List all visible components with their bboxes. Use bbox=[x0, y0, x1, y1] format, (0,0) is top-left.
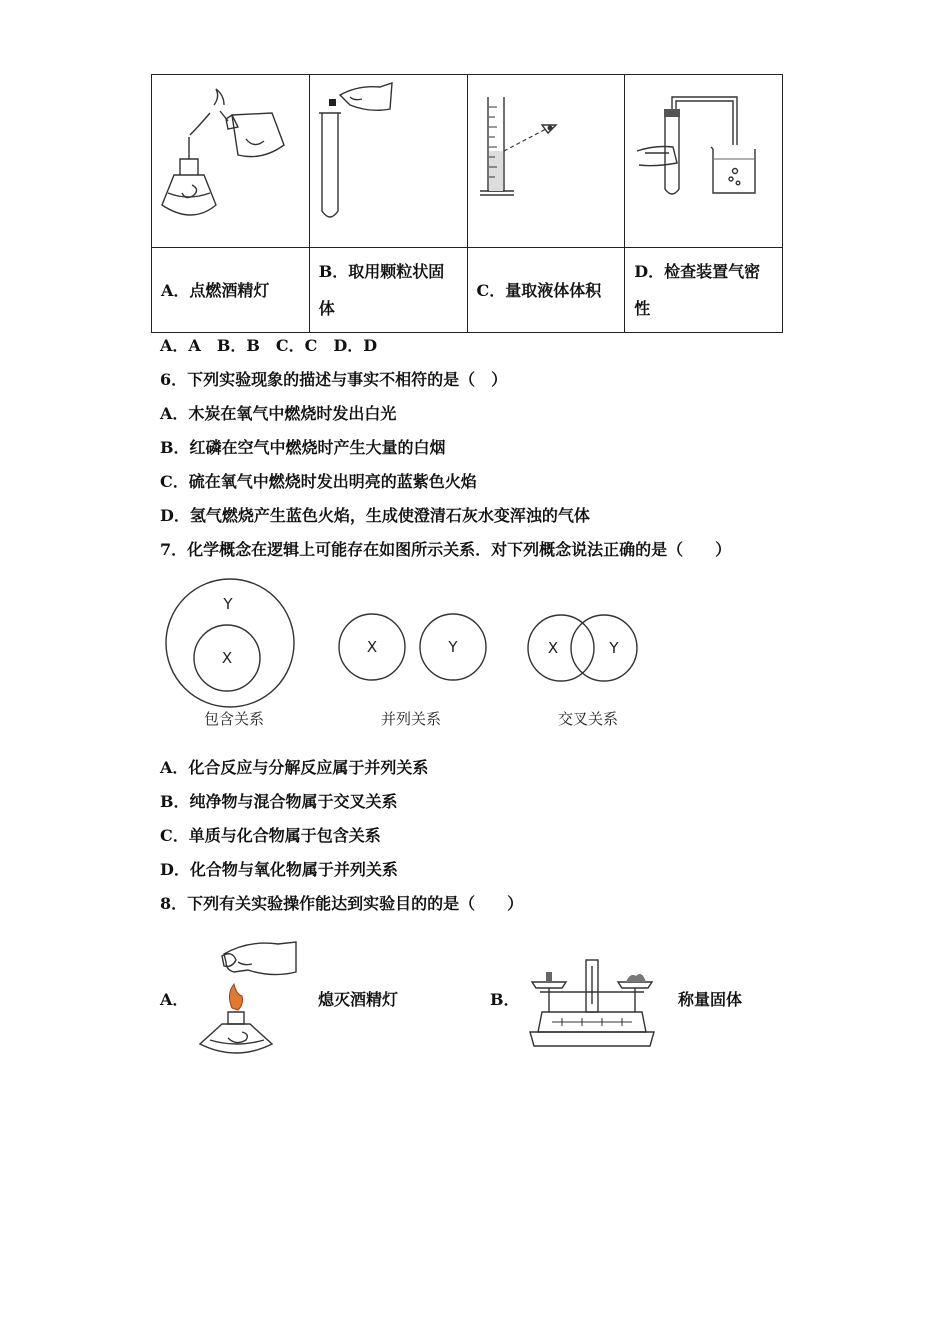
q5-options-table bbox=[151, 74, 783, 333]
q8-stem: 8．下列有关实验操作能达到实验目的的是（ ） bbox=[160, 894, 524, 913]
q5-option-d-label: D．检查装置气密 性 bbox=[625, 248, 783, 333]
adding-granular-solid-illustration bbox=[310, 75, 467, 247]
intersection-caption: 交叉关系 bbox=[557, 710, 619, 728]
q5-option-c-image-cell bbox=[467, 75, 625, 248]
inclusion-inner-label: X bbox=[221, 649, 233, 667]
intersection-right-label: Y bbox=[609, 639, 619, 657]
q5-answer-choices: A．A B．B C．C D．D bbox=[160, 336, 378, 355]
q7-stem: 7．化学概念在逻辑上可能存在如图所示关系．对下列概念说法正确的是（ ） bbox=[160, 540, 732, 559]
lighting-alcohol-lamp-illustration bbox=[152, 75, 309, 247]
inclusion-outer-label: Y bbox=[223, 595, 233, 613]
intersection-diagram bbox=[528, 615, 637, 728]
q7-option-a: A．化合反应与分解反应属于并列关系 bbox=[160, 758, 429, 777]
q8-option-a-caption: 熄灭酒精灯 bbox=[318, 990, 399, 1009]
parallel-left-label: X bbox=[366, 638, 378, 656]
measuring-liquid-volume-illustration bbox=[468, 75, 625, 247]
q5-option-d-image-cell bbox=[625, 75, 783, 248]
q6-option-b: B．红磷在空气中燃烧时产生大量的白烟 bbox=[160, 438, 446, 457]
q6-stem: 6．下列实验现象的描述与事实不相符的是（ ） bbox=[160, 370, 508, 389]
weighing-balance-illustration bbox=[522, 952, 662, 1052]
q7-option-d: D．化合物与氧化物属于并列关系 bbox=[160, 860, 398, 879]
parallel-diagram bbox=[339, 614, 486, 728]
q7-option-b: B．纯净物与混合物属于交叉关系 bbox=[160, 792, 398, 811]
inclusion-diagram bbox=[166, 579, 294, 728]
intersection-left-label: X bbox=[547, 639, 559, 657]
q5-option-b-label: B．取用颗粒状固 体 bbox=[309, 248, 467, 333]
inclusion-caption: 包含关系 bbox=[203, 710, 265, 728]
q7-option-c: C．单质与化合物属于包含关系 bbox=[160, 826, 381, 845]
q6-option-d: D．氢气燃烧产生蓝色火焰，生成使澄清石灰水变浑浊的气体 bbox=[160, 506, 590, 525]
parallel-right-label: Y bbox=[448, 638, 458, 656]
q5-option-b-image-cell bbox=[309, 75, 467, 248]
q8-option-b-caption: 称量固体 bbox=[678, 990, 743, 1009]
q6-option-c: C．硫在氧气中燃烧时发出明亮的蓝紫色火焰 bbox=[160, 472, 477, 491]
q5-option-a-image-cell bbox=[152, 75, 310, 248]
q5-option-c-label: C．量取液体体积 bbox=[467, 248, 625, 333]
parallel-caption: 并列关系 bbox=[380, 710, 442, 728]
concept-relationship-diagrams bbox=[150, 570, 670, 745]
checking-airtightness-illustration bbox=[625, 75, 782, 247]
extinguishing-alcohol-lamp-illustration bbox=[192, 936, 302, 1060]
q8-option-b-letter: B． bbox=[490, 990, 520, 1009]
q8-option-a-letter: A． bbox=[160, 990, 189, 1009]
q6-option-a: A．木炭在氧气中燃烧时发出白光 bbox=[160, 404, 397, 423]
q5-option-a-label: A．点燃酒精灯 bbox=[152, 248, 310, 333]
